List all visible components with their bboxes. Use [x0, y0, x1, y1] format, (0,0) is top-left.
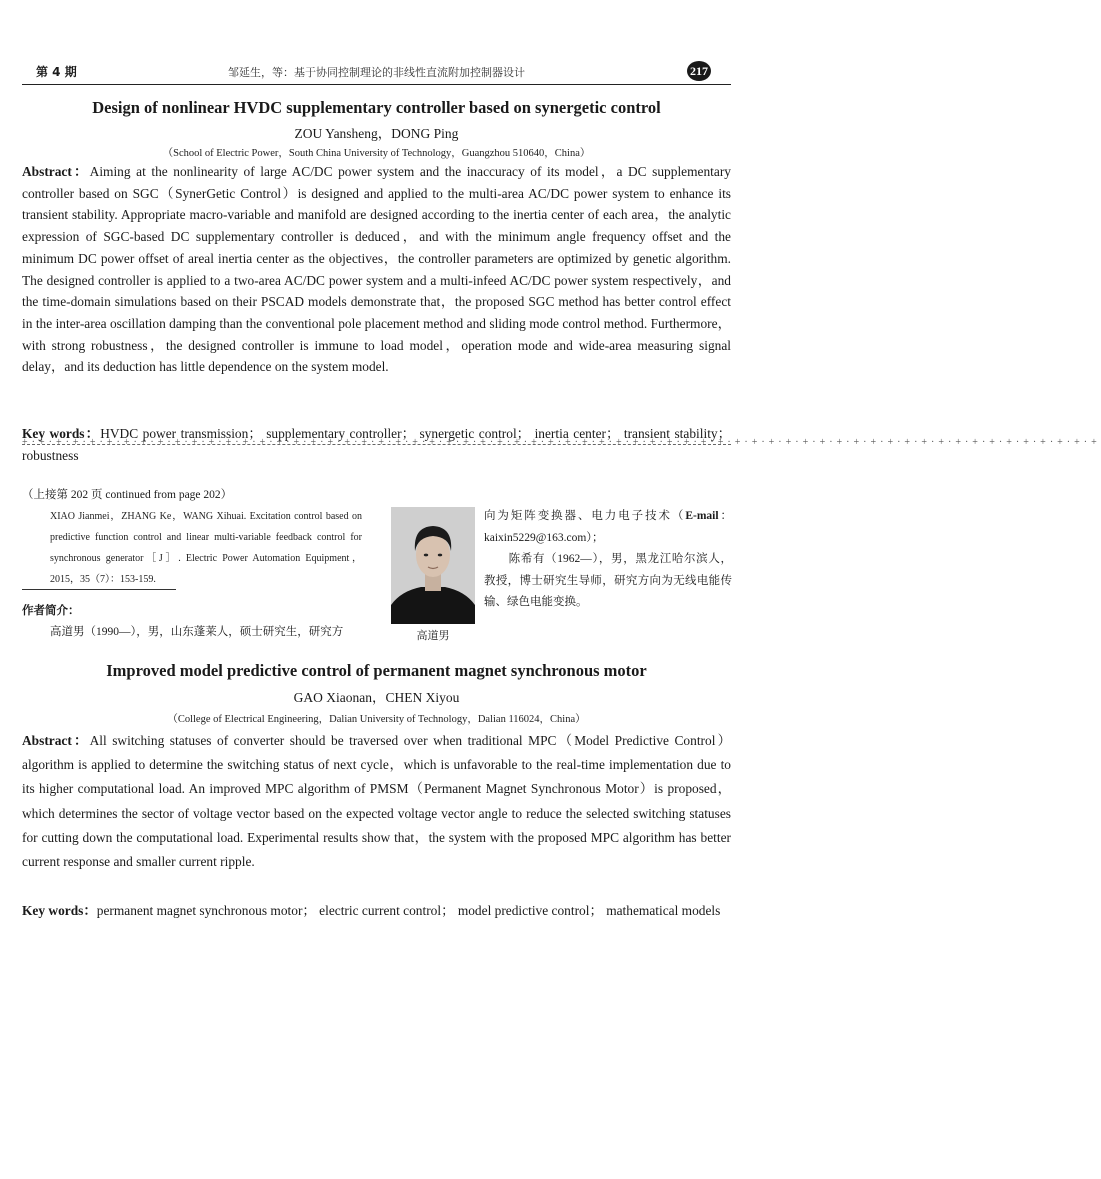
page-number: 217	[687, 61, 711, 81]
article2-keywords	[22, 899, 731, 923]
author-bio-heading: 作者简介：	[22, 603, 80, 617]
abstract-text: All switching statuses of converter should be traversed over when traditional MPC（Model Predictive Control）algorithm is applied to determine the switching status of next cycle，which is unfavorable to the real-time implementation due to its higher computational load. An improved MPC algorithm of PMSM（Permanent Magnet Synchronous Motor）is proposed，which determines the sector of voltage vector based on the expected voltage vector angle to reduce the selected switching statuses for cutting down the computational load. Experimental results show that，the system with the proposed MPC algorithm has better current response and smaller current ripple.	[22, 733, 731, 870]
running-title: 邹延生，等：基于协同控制理论的非线性直流附加控制器设计	[228, 66, 525, 79]
article1-abstract	[22, 161, 731, 378]
article2-title: Improved model predictive control of permanent magnet synchronous motor	[106, 661, 647, 680]
divider-marks: +·+·+·+·+·+·+·+·+·+·+·+·+·+·+·+·+·+·+·+·+·+·+·+·+·+·+·+·+·+·+·+·+·+·+·+·+·+·+·+·+·+·+·+·+·+·+·+·+·+·+·+·+·+·+·+·+·+·+·+·+·+·+·+	[22, 437, 1101, 448]
article2-affiliation: （College of Electrical Engineering，Dalian University of Technology，Dalian 116024，China）	[167, 714, 586, 725]
author-portrait-icon	[391, 507, 475, 624]
author-photo	[391, 507, 475, 624]
article1-title: Design of nonlinear HVDC supplementary controller based on synergetic control	[92, 98, 661, 117]
abstract-label: Abstract：	[22, 733, 90, 748]
article1-affiliation: （School of Electric Power，South China University of Technology，Guangzhou 510640，China）	[162, 148, 591, 159]
keywords-text: HVDC power transmission； supplementary controller； synergetic control； inertia center； transient stability； robustness	[22, 426, 732, 463]
keywords-text: permanent magnet synchronous motor； electric current control； model predictive control； mathematical models	[96, 903, 721, 918]
running-header	[22, 60, 731, 85]
photo-caption: 高道男	[416, 630, 450, 642]
author-bio-1: 高道男（1990—），男，山东蓬莱人，硕士研究生，研究方	[50, 626, 344, 638]
keywords-label: Key words：	[22, 903, 97, 918]
issue-number: 第 4 期	[36, 65, 77, 79]
continued-label: （上接第 202 页 continued from page 202）	[22, 489, 233, 501]
email-value: ：kaixin5229@163.com）；	[484, 510, 733, 544]
article1-authors: ZOU Yansheng，DONG Ping	[294, 126, 459, 141]
keywords-label: Key words：	[22, 426, 101, 441]
author-bio-2: 陈希有（1962—），男，黑龙江哈尔滨人，教授，博士研究生导师，研究方向为无线电能传输、绿色电能变换。	[484, 553, 732, 608]
author-bio-right	[484, 506, 732, 614]
article2-abstract	[22, 729, 731, 874]
email-label: E-mail	[685, 510, 719, 522]
reference-entry: XIAO Jianmei，ZHANG Ke，WANG Xihuai. Excitation control based on predictive function control and linear multi-variable feedback control for synchronous generator［J］. Electric Power Automation Equipment，2015，35（7）：153-159.	[50, 511, 362, 585]
abstract-text: Aiming at the nonlinearity of large AC/DC power system and the inaccuracy of its model，a DC supplementary controller based on SGC（SynerGetic Control）is designed and applied to the multi-area AC/DC power system to enhance its transient stability. Appropriate macro-variable and manifold are designed according to the inertia center of each area，the analytic expression of SGC-based DC supplementary controller is deduced，and with the minimum angle frequency offset and the minimum DC power offset of areal inertia center as the objectives，the controller parameters are optimized by genetic algorithm. The designed controller is applied to a two-area AC/DC power system and a multi-infeed AC/DC power system respectively，and the time-domain simulations based on their PSCAD models demonstrate that，the proposed SGC method has better control effect in the inter-area oscillation damping than the conventional pole placement method and sliding mode control method. Furthermore，with strong robustness，the designed controller is immune to load model，operation mode and wide-area measuring signal delay，and its deduction has little dependence on the system model.	[22, 164, 731, 375]
abstract-label: Abstract：	[22, 164, 90, 179]
article2-authors: GAO Xiaonan，CHEN Xiyou	[293, 690, 460, 705]
footnote-rule	[22, 589, 176, 590]
bio1-continuation: 向为矩阵变换器、电力电子技术（	[484, 510, 686, 522]
